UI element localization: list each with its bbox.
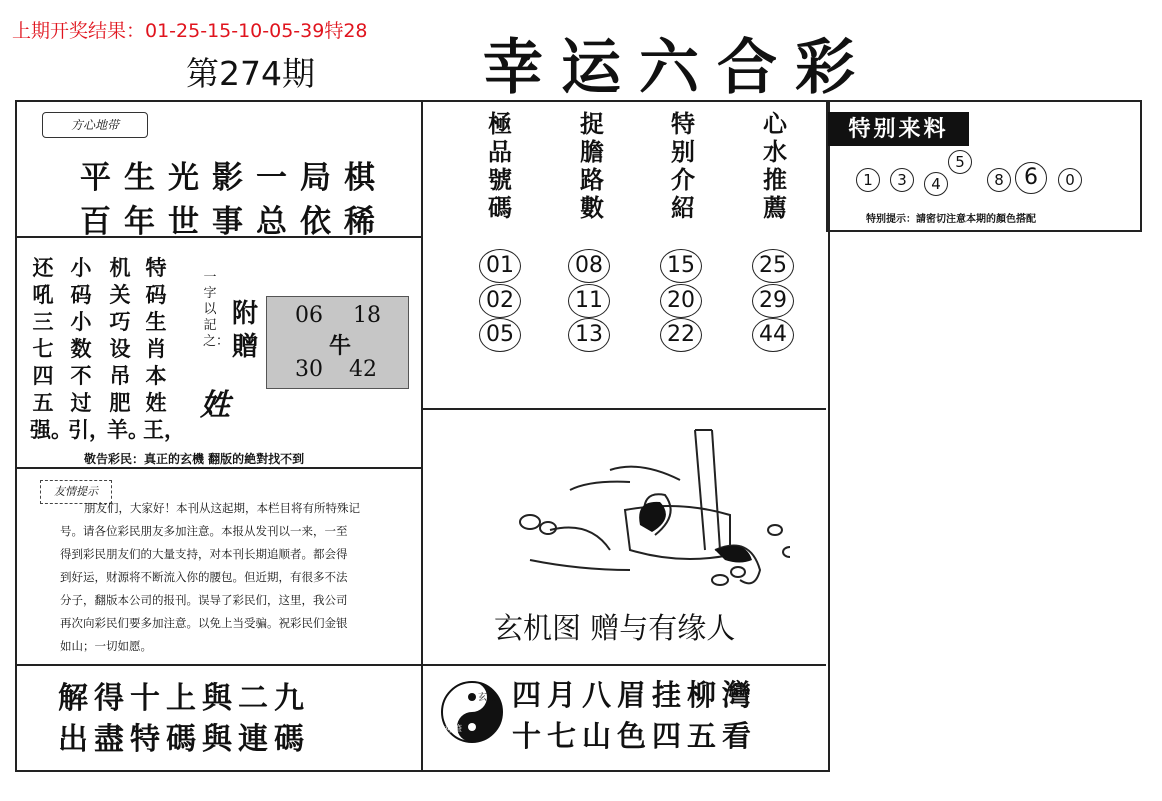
center-header-4: 心水推薦 (763, 109, 787, 222)
num-c4-r2: 29 (752, 284, 794, 318)
poem-line-2: 百年世事总依稀 (80, 204, 388, 240)
page-title: 幸运六合彩 (483, 33, 873, 103)
digit-2: 3 (890, 168, 914, 192)
right-tip: 特别提示：請密切注意本期的顏色搭配 (866, 214, 1036, 225)
gift-num-2: 18 (353, 303, 381, 328)
num-c4-r1: 25 (752, 249, 794, 283)
center-header-3: 特别介紹 (671, 109, 695, 222)
article-line-2: 号。请各位彩民朋友多加注意。本报从发刊以一来，一至 (60, 524, 348, 538)
center-header-2: 捉膽路數 (580, 109, 604, 222)
article-line-3: 得到彩民朋友们的大量支持，对本刊长期追顺者。都会得 (60, 547, 348, 561)
center-header-1: 極品號碼 (488, 109, 512, 222)
digit-1: 1 (856, 168, 880, 192)
num-c4-r3: 44 (752, 318, 794, 352)
divider-c1 (422, 408, 826, 410)
yinyang-top-label: 玄機 (478, 693, 497, 703)
divider-h3 (15, 664, 422, 666)
divider-left (421, 100, 423, 770)
bottom-center-line-1: 四月八眉挂柳灣 (512, 678, 758, 712)
article-line-7: 如山；一切如愿。 (60, 639, 152, 653)
yinyang-symbol (440, 680, 504, 744)
warning-text: 敬告彩民：真正的玄機 翻版的絶對找不到 (84, 452, 305, 466)
divider-c2 (422, 664, 826, 666)
num-c2-r2: 11 (568, 284, 610, 318)
article-line-5: 分子，翻版本公司的报刊。误导了彩民们，这里，我公司 (60, 593, 348, 607)
article-line-4: 到好运，财源将不断流入你的腰包。但近期，有很多不法 (60, 570, 348, 584)
poem-line-1: 平生光影一局棋 (80, 160, 388, 196)
badge-article: 友情提示 (40, 480, 112, 504)
mystery-illustration (490, 420, 790, 600)
divider-h2 (15, 467, 422, 469)
gift-box (266, 296, 409, 389)
gift-num-3: 30 (295, 357, 323, 382)
vertical-col-3: 小码小数不过引， (68, 255, 110, 442)
num-c3-r3: 22 (660, 318, 702, 352)
illustration-caption: 玄机图 赠与有缘人 (494, 611, 736, 645)
digit-5: 8 (987, 168, 1011, 192)
vertical-col-4: 还吼三七四五强。 (30, 255, 72, 442)
article-line-1: 朋友们，大家好！本刊从这起期，本栏目将有所特殊记 (84, 501, 360, 515)
right-header: 特别来料 (828, 112, 969, 146)
num-c3-r1: 15 (660, 249, 702, 283)
num-c3-r2: 20 (660, 284, 702, 318)
num-c1-r1: 01 (479, 249, 521, 283)
digit-7: 0 (1058, 168, 1082, 192)
num-c2-r1: 08 (568, 249, 610, 283)
previous-result: 上期开奖结果：01-25-15-10-05-39特28 (12, 20, 368, 42)
yinyang-bottom-label: 神筆 (444, 725, 463, 735)
bottom-left-line-2: 出盡特碼與連碼 (58, 722, 310, 757)
digit-6: 6 (1015, 162, 1047, 194)
digit-4: 5 (948, 150, 972, 174)
gift-num-4: 42 (349, 357, 377, 382)
note-one-word: 一字以記之： (203, 270, 230, 349)
xing-label: 姓 (200, 388, 230, 423)
gift-num-1: 06 (295, 303, 323, 328)
bottom-left-line-1: 解得十上與二九 (58, 681, 310, 716)
num-c2-r3: 13 (568, 318, 610, 352)
vertical-col-1: 特码生肖本姓王， (143, 255, 185, 442)
article-line-6: 再次向彩民们要多加注意。以免上当受骗。祝彩民们金银 (60, 616, 348, 630)
num-c1-r2: 02 (479, 284, 521, 318)
gift-zodiac: 牛 (329, 333, 352, 359)
badge-fangxin: 方心地带 (42, 112, 148, 138)
bottom-center-line-2: 十七山色四五看 (512, 719, 758, 753)
fuzeng-label: 附贈 (231, 299, 258, 362)
num-c1-r3: 05 (479, 318, 521, 352)
vertical-col-2: 机关巧设吊肥羊。 (107, 255, 149, 442)
issue-number: 第274期 (186, 54, 315, 93)
digit-3: 4 (924, 172, 948, 196)
